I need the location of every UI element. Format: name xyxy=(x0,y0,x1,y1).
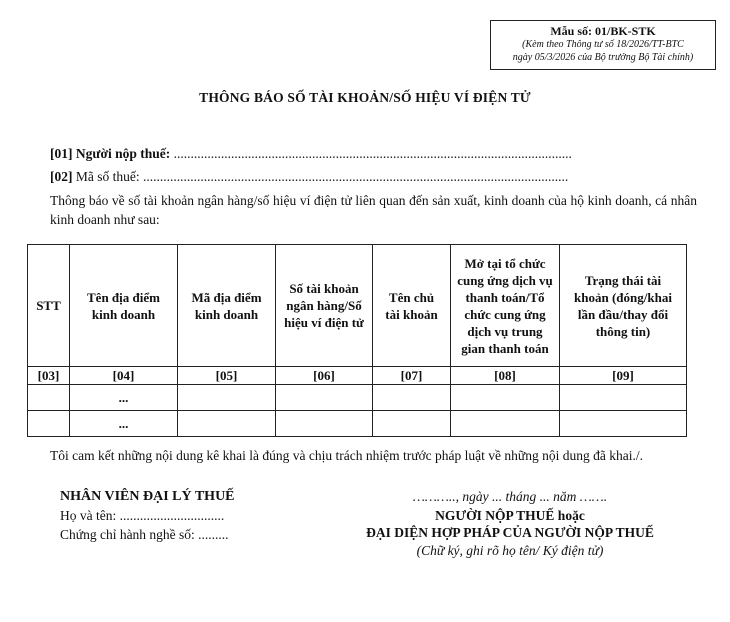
table-cell xyxy=(178,411,276,437)
table-cell-ellipsis: ... xyxy=(70,411,178,437)
signature-date-line: ……….., ngày ... tháng ... năm ……. xyxy=(412,489,608,504)
code-cell: [06] xyxy=(276,367,373,385)
header-location-name: Tên địa điểm kinh doanh xyxy=(70,245,178,367)
table-cell xyxy=(276,411,373,437)
agent-heading: NHÂN VIÊN ĐẠI LÝ THUẾ xyxy=(60,489,235,504)
tax-code-number: [02] xyxy=(50,169,73,184)
tax-code-label: Mã số thuế: xyxy=(72,169,140,184)
header-status: Trạng thái tài khoản (đóng/khai lần đầu/thay đổi thông tin) xyxy=(560,245,687,367)
table-cell xyxy=(276,385,373,411)
header-account-number: Số tài khoản ngân hàng/Số hiệu ví điện tử xyxy=(276,245,373,367)
commitment-paragraph: Tôi cam kết những nội dung kê khai là đúng và chịu trách nhiệm trước pháp luật về những nội dung đã khai./. xyxy=(50,448,643,463)
code-cell: [03] xyxy=(28,367,70,385)
form-note-line2: ngày 05/3/2026 của Bộ trưởng Bộ Tài chính) xyxy=(512,52,694,63)
taxpayer-line xyxy=(50,146,572,162)
taxpayer-dots: ...................................................................................................................... xyxy=(170,146,572,161)
form-note-line1: (Kèm theo Thông tư số 18/2026/TT-BTC xyxy=(522,39,684,50)
table-cell xyxy=(373,411,451,437)
table-cell xyxy=(451,385,560,411)
table-code-row xyxy=(28,367,687,385)
table-cell xyxy=(560,385,687,411)
table-cell xyxy=(28,411,70,437)
table-header-row xyxy=(28,245,687,367)
agent-cert-field: Chứng chỉ hành nghề số: ......... xyxy=(60,527,229,542)
code-cell: [08] xyxy=(451,367,560,385)
signer-note: (Chữ ký, ghi rõ họ tên/ Ký điện tử) xyxy=(416,543,604,558)
document-title: THÔNG BÁO SỐ TÀI KHOẢN/SỐ HIỆU VÍ ĐIỆN TỬ xyxy=(199,90,531,105)
table-row xyxy=(28,385,687,411)
code-cell: [05] xyxy=(178,367,276,385)
code-cell: [09] xyxy=(560,367,687,385)
table-cell xyxy=(28,385,70,411)
table-cell xyxy=(560,411,687,437)
tax-code-dots: .............................................................................................................................. xyxy=(139,169,569,184)
table-cell xyxy=(373,385,451,411)
header-stt: STT xyxy=(28,245,70,367)
table-cell xyxy=(451,411,560,437)
tax-code-line xyxy=(50,169,568,185)
taxpayer-label: [01] Người nộp thuế: xyxy=(50,146,171,161)
header-provider: Mở tại tổ chức cung ứng dịch vụ thanh toán/Tổ chức cung ứng dịch vụ trung gian thanh toán xyxy=(451,245,560,367)
agent-name-field: Họ và tên: ............................... xyxy=(60,508,225,523)
account-table xyxy=(27,244,687,437)
signer-title1: NGƯỜI NỘP THUẾ hoặc xyxy=(435,508,585,523)
code-cell: [04] xyxy=(70,367,178,385)
table-cell-ellipsis: ... xyxy=(70,385,178,411)
form-number: Mẫu số: 01/BK-STK xyxy=(550,24,656,38)
signer-title2: ĐẠI DIỆN HỢP PHÁP CỦA NGƯỜI NỘP THUẾ xyxy=(366,525,654,540)
intro-paragraph: Thông báo về số tài khoản ngân hàng/số hiệu ví điện tử liên quan đến sản xuất, kinh doanh của hộ kinh doanh, cá nhân kinh doanh như sau: xyxy=(50,193,697,227)
header-location-code: Mã địa điểm kinh doanh xyxy=(178,245,276,367)
table-cell xyxy=(178,385,276,411)
header-account-holder: Tên chủ tài khoản xyxy=(373,245,451,367)
table-row xyxy=(28,411,687,437)
form-number-box xyxy=(490,20,716,70)
code-cell: [07] xyxy=(373,367,451,385)
